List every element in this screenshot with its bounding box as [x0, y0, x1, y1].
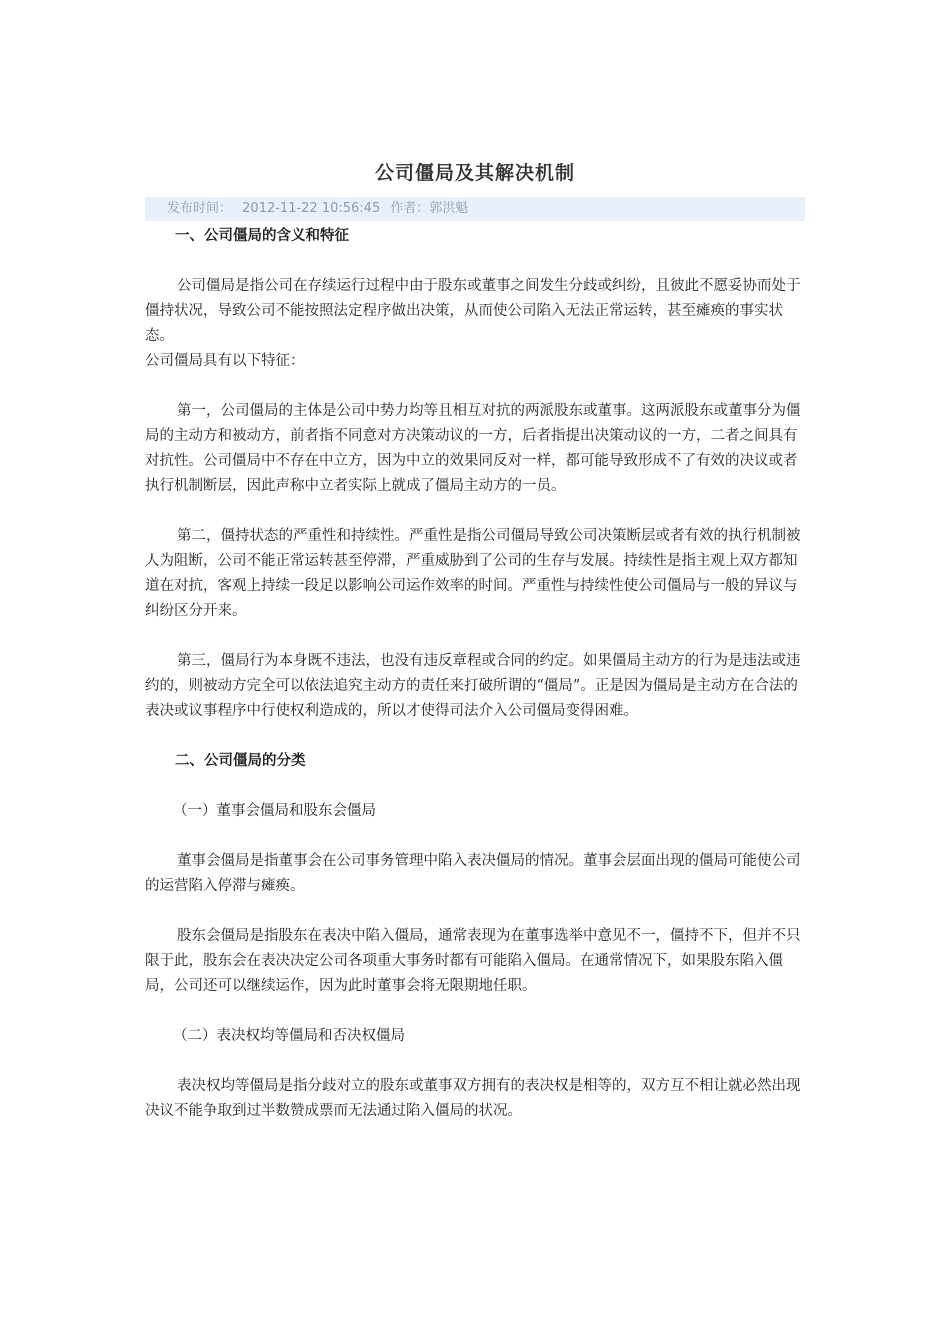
section-heading-1: 一、公司僵局的含义和特征: [175, 228, 349, 244]
author-label: 作者：: [390, 201, 430, 216]
section-heading-2: 二、公司僵局的分类: [175, 753, 306, 769]
author-value: 郭洪魁: [429, 201, 469, 216]
paragraph-feature-1: 第一，公司僵局的主体是公司中势力均等且相互对抗的两派股东或董事。这两派股东或董事分为僵局的主动方和被动方，前者指不同意对方决策动议的一方，后者指提出决策动议的一方，二者之间具有对抗性。公司僵局中不存在中立方，因为中立的效果同反对一样，都可能导致形成不了有效的决议或者执行机制断层，因此声称中立者实际上就成了僵局主动方的一员。: [145, 403, 801, 494]
article-title: 公司僵局及其解决机制: [374, 162, 575, 184]
paragraph-shareholder-deadlock: 股东会僵局是指股东在表决中陷入僵局，通常表现为在董事选举中意见不一，僵持不下，但并不只限于此，股东会在表决决定公司各项重大事务时都有可能陷入僵局。在通常情况下，如果股东陷入僵局，公司还可以继续运作，因为此时董事会将无限期地任职。: [145, 928, 801, 994]
paragraph-board-deadlock: 董事会僵局是指董事会在公司事务管理中陷入表决僵局的情况。董事会层面出现的僵局可能使公司的运营陷入停滞与瘫痪。: [145, 853, 801, 894]
publish-time-label: 发布时间：: [167, 201, 233, 216]
paragraph-feature-3: 第三，僵局行为本身既不违法，也没有违反章程或合同的约定。如果僵局主动方的行为是违法或违约的，则被动方完全可以依法追究主动方的责任来打破所谓的“僵局”。正是因为僵局是主动方在合法的表决或议事程序中行使权利造成的，所以才使得司法介入公司僵局变得困难。: [145, 653, 801, 719]
subheading-2: （二）表决权均等僵局和否决权僵局: [173, 1028, 405, 1044]
paragraph-features-intro: 公司僵局具有以下特征：: [145, 353, 305, 369]
paragraph-feature-2: 第二，僵持状态的严重性和持续性。严重性是指公司僵局导致公司决策断层或者有效的执行机制被人为阻断，公司不能正常运转甚至停滞，严重威胁到了公司的生存与发展。持续性是指主观上双方都知道在对抗，客观上持续一段足以影响公司运作效率的时间。严重性与持续性使公司僵局与一般的异议与纠纷区分开来。: [145, 528, 801, 619]
subheading-1: （一）董事会僵局和股东会僵局: [173, 803, 376, 819]
article-meta-bar: [145, 197, 805, 221]
paragraph-equal-votes: 表决权均等僵局是指分歧对立的股东或董事双方拥有的表决权是相等的，双方互不相让就必然出现决议不能争取到过半数赞成票而无法通过陷入僵局的状况。: [145, 1078, 801, 1119]
article-body: [145, 224, 810, 1124]
paragraph-definition: 公司僵局是指公司在存续运行过程中由于股东或董事之间发生分歧或纠纷，且彼此不愿妥协而处于僵持状况，导致公司不能按照法定程序做出决策，从而使公司陷入无法正常运转，甚至瘫痪的事实状态。: [145, 278, 801, 344]
publish-time-value: 2012-11-22 10:56:45: [242, 201, 381, 216]
